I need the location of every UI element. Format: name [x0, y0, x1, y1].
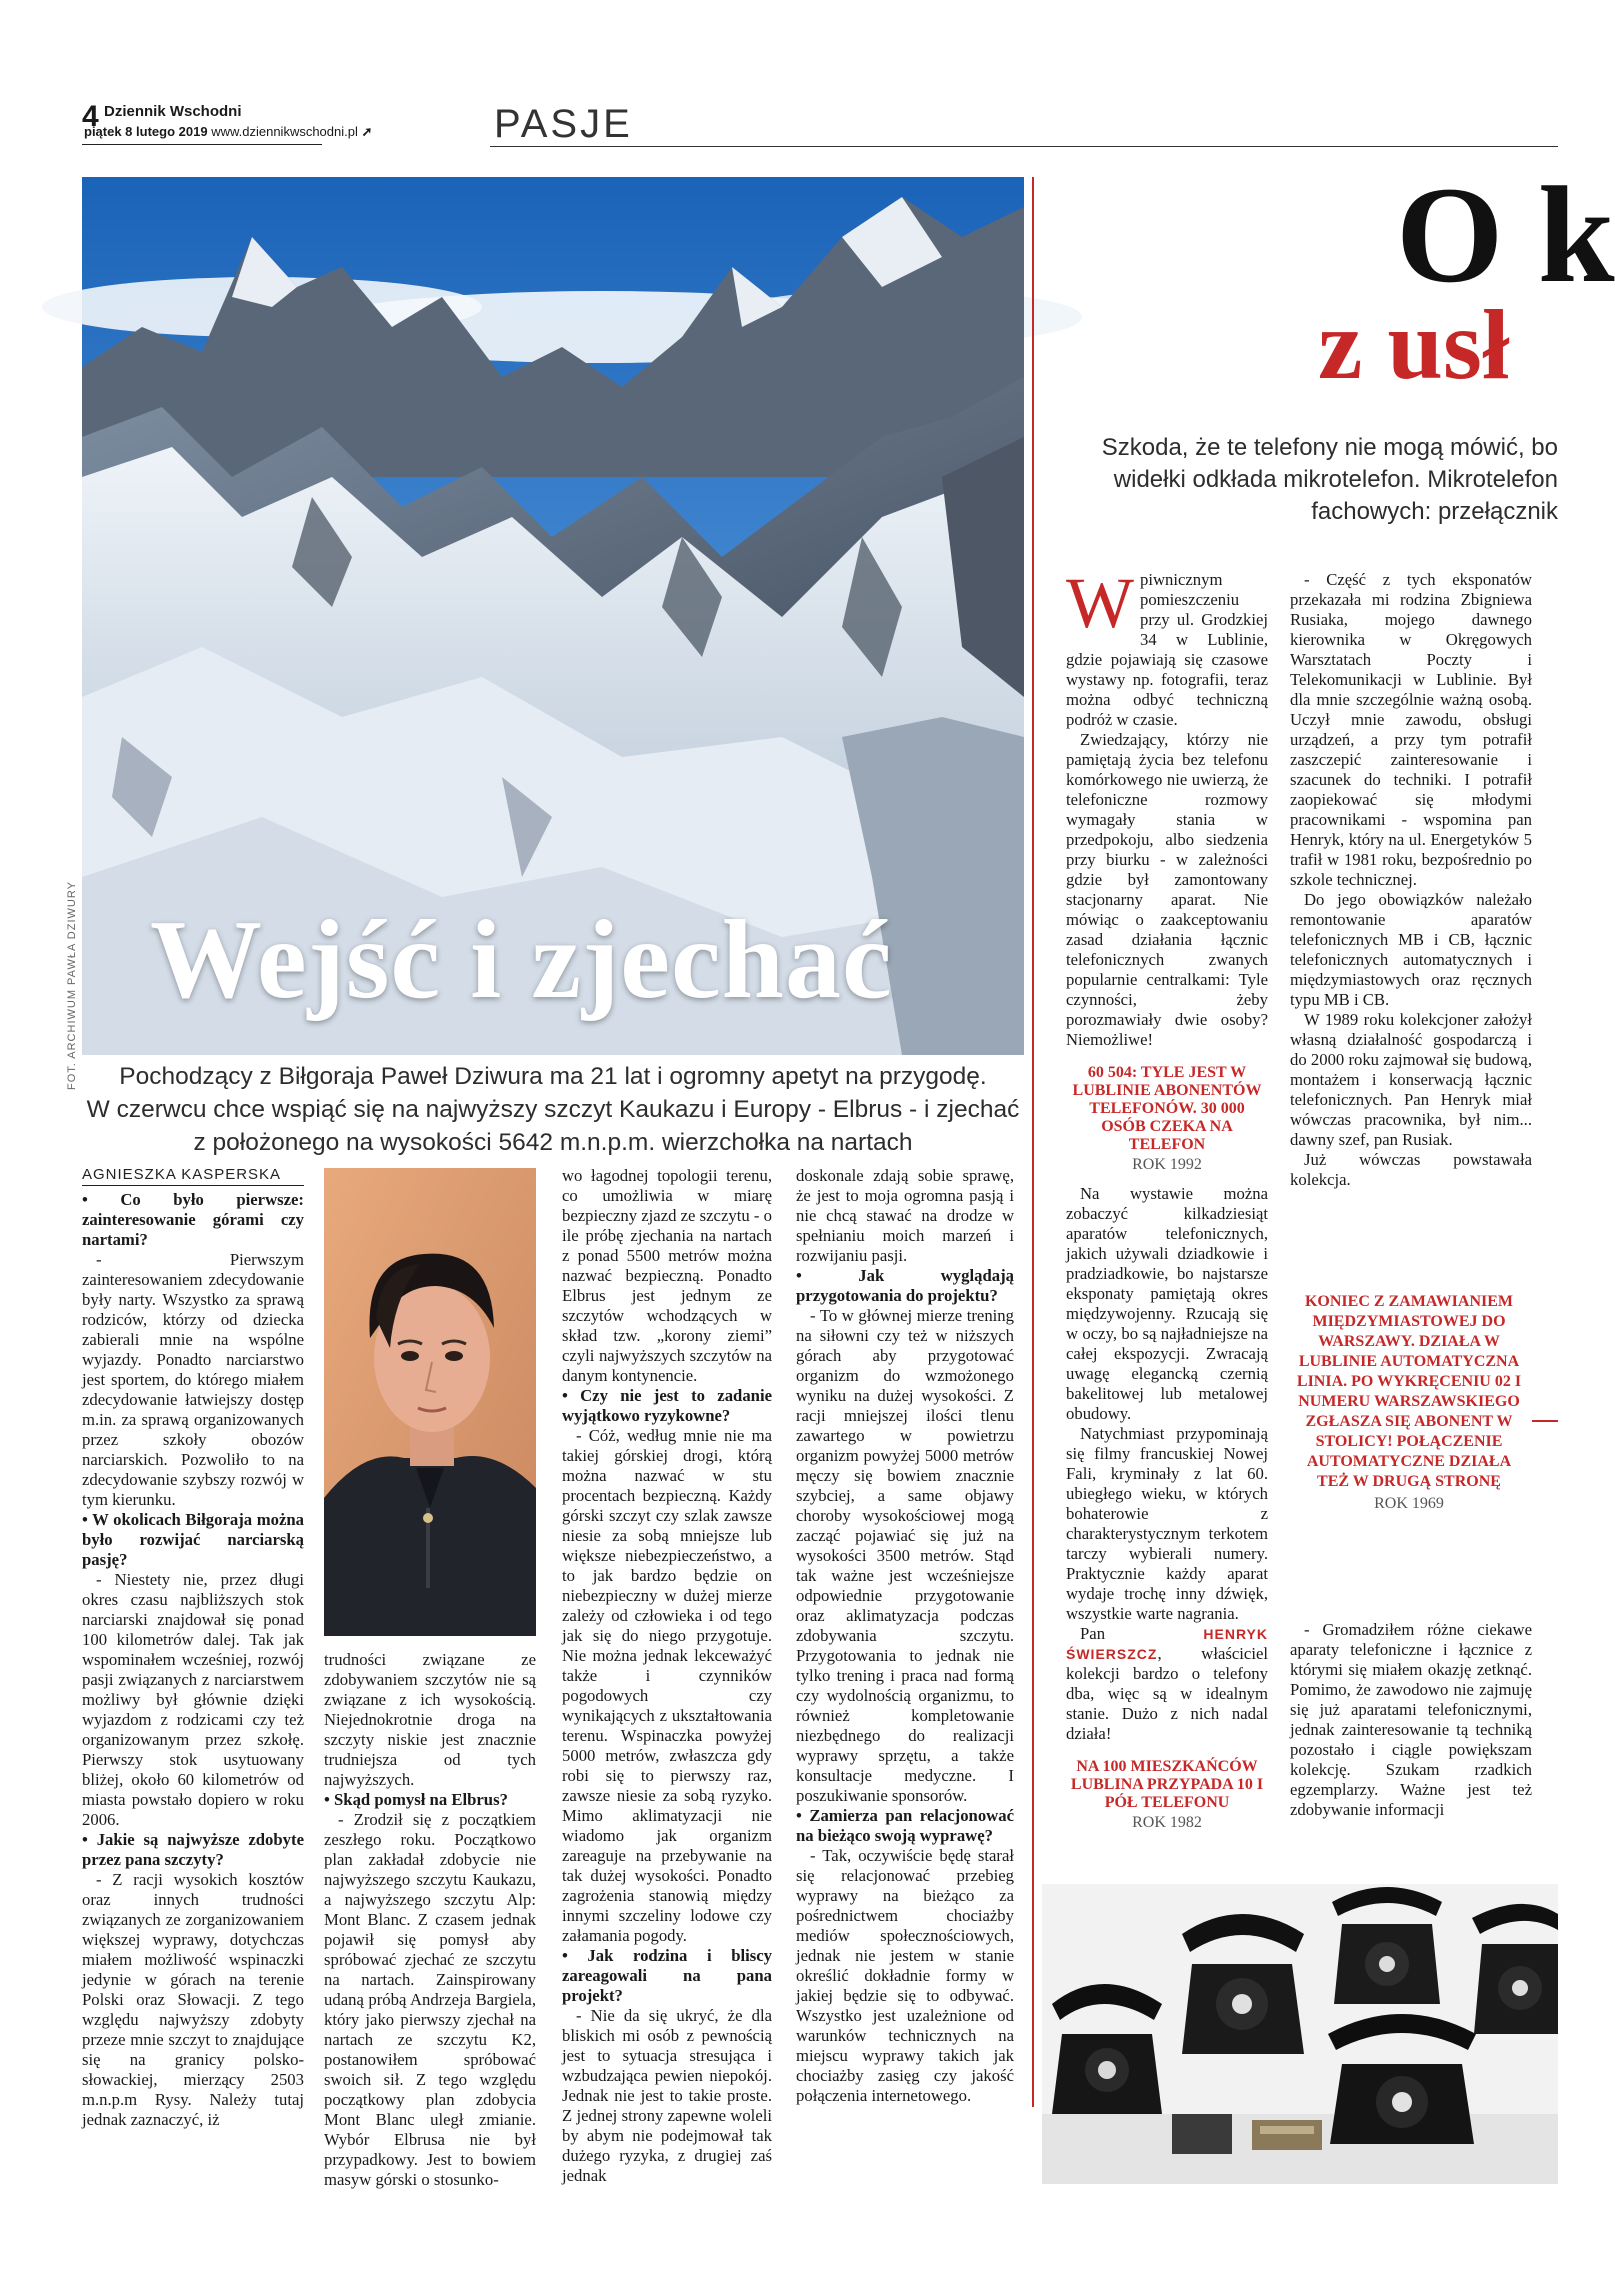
- question: • Skąd pomysł na Elbrus?: [324, 1790, 508, 1809]
- right-column-a: [1066, 563, 1268, 1842]
- telephone-icon: [1052, 1984, 1162, 2114]
- pull-quote-3-text: KONIEC Z ZAMAWIANIEM MIĘDZYMIASTOWEJ DO WARSZAWY. DZIAŁA W LUBLINIE AUTOMATYCZNA LINIA. PO WYKRĘCENIU 02 I NUMERU WARSZAWSKIEGO ZGŁASZA SIĘ ABONENT W STOLICY! POŁĄCZENIE AUTOMATYCZNE DZIAŁA TEŻ W DRUGĄ STRONĘ: [1296, 1293, 1522, 1490]
- pull-quote-3: [1290, 1292, 1528, 1514]
- paragraph-collector-post: , właściciel kolekcji bardzo o telefony dba, więc są w idealnym stanie. Dużo z nich nadal działa!: [1066, 1644, 1268, 1743]
- cursor-icon: ➚: [361, 124, 373, 139]
- paragraph: Na wystawie można zobaczyć kilkadziesiąt aparatów telefonicznych, jakich używali dziadkowie i pradziadkowie, bo najstarsze eksponaty pamiętają okres międzywojenny. Rzucają się w oczy, bo są najładniejsze na całej ekspozycji. Zwracają uwagę elegancką czernią bakelitowej lub metalowej obudowy.: [1066, 1184, 1268, 1423]
- question: • Jakie są najwyższe zdobyte przez pana szczyty?: [82, 1830, 304, 1869]
- telephone-icon: [1182, 1914, 1304, 2054]
- article-column-2: [324, 1650, 536, 2190]
- question: • Jak wyglądają przygotowania do projektu?: [796, 1266, 1014, 1305]
- question: • Jak rodzina i bliscy zareagowali na pana projekt?: [562, 1946, 772, 2005]
- right-lead-line-1: Szkoda, że te telefony nie mogą mówić, bo: [1101, 434, 1558, 461]
- telephones-illustration: [1042, 1884, 1558, 2184]
- portrait-photo: [324, 1168, 536, 1636]
- paragraph: Zwiedzający, którzy nie pamiętają życia bez telefonu komórkowego nie uwierzą, że telefoniczne rozmowy wymagały stania w przedpokoju, albo siedzenia przy biurku - w zależności gdzie był zamontowany stacjonarny aparat. Nie mówiąc o zaakceptowaniu zasad działania łącznic telefonicznych zwanych popularnie centralkami: Tyle czynności, żeby porozmawiały dwie osoby? Niemożliwe!: [1066, 730, 1268, 1049]
- answer: - Pierwszym zainteresowaniem zdecydowanie były narty. Wszystko za sprawą rodziców, którzy od dziecka zabierali mnie na wspólne wyjazdy. Ponadto narciarstwo jest sportem, do którego miałem zdecydowanie łatwiejszy dostęp m.in. za sprawą organizowanych przez szkoły obozów narciarskich. Pozwoliło to na zdecydowanie szybszy rozwój w tym kierunku.: [82, 1250, 304, 1509]
- site-url: www.dziennikwschodni.pl: [211, 124, 358, 139]
- section-title: PASJE: [494, 102, 633, 146]
- paragraph: Natychmiast przypominają się filmy francuskiej Nowej Fali, kryminały z lat 60. ubiegłego wieku, w których bohaterowie z charakterystycznym terkotem tarczy wybierali numery. Praktycznie każdy aparat wydaje trochę inny dźwięk, wszystkie warte nagrania.: [1066, 1424, 1268, 1623]
- answer: trudności związane ze zdobywaniem szczytów nie są związane z ich wysokością. Niejednokrotnie droga na szczyty niskie jest znacznie trudniejsza od tych najwyższych.: [324, 1650, 536, 1789]
- answer: - Niestety nie, przez długi okres czasu najbliższych stok narciarski znajdował się ponad 100 kilometrów dalej. Tak jak wspominałem wcześniej, rozwój pasji związanych z narciarstwem możliwy był głównie dzięki wyjazdom z rodzicami czy też organizowanym przez szkołę. Pierwszy stok usytuowany bliżej, około 60 kilometrów od miasta powstało dopiero w roku 2006.: [82, 1570, 304, 1829]
- paragraph: Już wówczas powstawała kolekcja.: [1290, 1150, 1532, 1189]
- main-lead: [82, 1060, 1024, 1159]
- question: • W okolicach Biłgoraja można było rozwijać narciarską pasję?: [82, 1510, 304, 1569]
- paragraph: - Gromadziłem różne ciekawe aparaty telefoniczne i łącznice z którymi się miałem okazję zetknąć. Pomimo, że zawodowo nie zajmuję się już aparatami telefonicznymi, jednak zainteresowanie tą techniką pozostało i ciągle powiększam kolekcję. Szukam rzadkich egzemplarzy. Ważne jest też zdobywanie informacji: [1290, 1620, 1532, 1819]
- answer: - To w głównej mierze trening na siłowni czy też w niższych górach aby przygotować organizm do wzmożonego wyniku na dużej wysokości. Z racji mniejszej ilości tlenu zawartego w powietrzu organizm powyżej 5000 metrów męczy się bowiem znacznie szybciej, a same objawy choroby wysokościowej mogą zacząć pojawiać się już na wysokości 3500 metrów. Stąd tak ważne jest wcześniejsze odpowiednie przygotowanie oraz aklimatyzacja podczas zdobywania szczytu. Przygotowania to jednak nie tylko trening i praca nad formą czy wydolnością organizmu, to również kompletowanie niezbędnego do realizacji wyprawy sprzętu, a także konsultacje medyczne. I poszukiwanie sponsorów.: [796, 1306, 1014, 1805]
- header-divider: [82, 144, 322, 145]
- paragraph: W 1989 roku kolekcjoner założył własną działalność gospodarczą i do 2000 roku zajmował się budową, montażem i konserwacją łącznic telefonicznych. Pan Henryk miał wówczas pracownika, był nim... dawny szef, pan Rusiak.: [1290, 1010, 1532, 1149]
- answer: - Tak, oczywiście będę starał się relacjonować przebieg wyprawy na bieżąco za pośrednictwem chociażby mediów społecznościowych, jednak nie jestem w stanie określić dokładnie formy w jakiej będzie się to odbywać. Wszystko jest uzależnione od warunków technicznych na miejscu wyprawy takich jak chociażby zasięg czy jakość połączenia internetowego.: [796, 1846, 1014, 2105]
- right-column-b-continued: [1290, 1620, 1532, 1820]
- paragraph: - Część z tych eksponatów przekazała mi rodzina Zbigniewa Rusiaka, mojego dawnego kierownika w Okręgowych Warsztatach Poczty i Telekomunikacji w Lublinie. Był dla mnie szczególnie ważną osobą. Uczył mnie zawodu, obsługi urządzeń, a przy tym potrafił zaszczepić zainteresowanie i szacunek do techniki. I potrafił zaopiekować się młodymi pracownikami - wspomina pan Henryk, który na ul. Energetyków 5 trafił w 1981 roku, bezpośrednio po szkole technicznej.: [1290, 570, 1532, 889]
- right-lead-line-2: widełki odkłada mikrotelefon. Mikrotelefon: [1113, 466, 1558, 493]
- right-headline-line-2: z usł: [1318, 289, 1510, 400]
- answer: - Nie da się ukryć, że dla bliskich mi osób z pewnością jest to sytuacja stresująca i wzbudzająca pewien niepokój. Jednak nie jest to takie proste. Z jednej strony zapewne woleli by abym nie podejmował tak dużego ryzyka, z drugiej zaś jednak: [562, 2006, 772, 2185]
- telephones-photo: [1042, 1884, 1558, 2184]
- right-headline-line-1: O k: [1396, 158, 1615, 311]
- answer: doskonale zdają sobie sprawę, że jest to moja ogromna pasją i nie chcą stawać na drodze w spełnianiu moich marzeń i rozwijaniu pasji.: [796, 1166, 1014, 1265]
- answer: - Z racji wysokich kosztów oraz innych trudności związanych ze zorganizowaniem większej wyprawy, dotychczas miałem możliwość wspinaczki jedynie w górach na terenie Polski oraz Słowacji. Z tego względu najwyższy zdobyty przeze mnie szczyt to znajdujące się na granicy polsko-słowackiej, mierzący 2503 m.n.p.m Rysy. Należy tutaj jednak zaznaczyć, iż: [82, 1870, 304, 2129]
- question: • Czy nie jest to zadanie wyjątkowo ryzykowne?: [562, 1386, 772, 1425]
- pull-quote-1: [1066, 1064, 1268, 1174]
- main-lead-line-1: Pochodzący z Biłgoraja Paweł Dziwura ma 21 lat i ogromny apetyt na przygodę.: [119, 1063, 987, 1090]
- right-lead-line-3: fachowych: przełącznik: [1311, 498, 1558, 525]
- collector-name: HENRYK ŚWIERSZCZ: [1066, 1626, 1268, 1662]
- article-column-4: [796, 1166, 1014, 2106]
- paragraph: Do jego obowiązków należało remontowanie aparatów telefonicznych MB i CB, łącznic telefonicznych automatycznych i międzymiastowych oraz ręcznych typu MB i CB.: [1290, 890, 1532, 1009]
- column-rule-red: [1032, 177, 1034, 2107]
- pull-quote-2: [1066, 1758, 1268, 1832]
- main-headline: Wejść i zjechać: [150, 898, 893, 1022]
- pull-quote-1-year: ROK 1992: [1132, 1156, 1202, 1173]
- drop-cap: W: [1066, 563, 1134, 643]
- pull-quote-2-year: ROK 1982: [1132, 1814, 1202, 1831]
- portrait-illustration: [324, 1168, 536, 1636]
- main-lead-line-3: z położonego na wysokości 5642 m.n.p.m. wierzchołka na nartach: [193, 1129, 913, 1156]
- photo-credit: FOT. ARCHIWUM PAWŁA DZIWURY: [66, 881, 78, 1090]
- article-column-3: [562, 1166, 772, 2186]
- question: • Co było pierwsze: zainteresowanie górami czy nartami?: [82, 1190, 304, 1249]
- brand-name: Dziennik Wschodni: [104, 103, 242, 120]
- answer: wo łagodnej topologii terenu, co umożliwia w miarę bezpieczny zjazd ze szczytu - o ile próbę zjechania na nartach z ponad 5500 metrów można nazwać bezpieczną. Ponadto Elbrus jest jednym ze szczytów wchodzących w skład tzw. „korony ziemi” czyli najwyższych szczytów na danym kontynencie.: [562, 1166, 772, 1385]
- right-lead: [1038, 432, 1558, 528]
- answer: - Cóż, według mnie nie ma takiej górskiej drogi, którą można nazwać w stu procentach bezpieczną. Każdy górski szczyt czy szlak zawsze niesie za sobą mniejsze lub większe niebezpieczeństwo, a to jak bardzo będzie on niebezpieczny w dużej mierze zależy od człowieka i od tego jak się do niego przygotuje. Nie można jednak lekceważyć także i czynników pogodowych czy wynikających z ukształtowania terenu. Wspinaczka powyżej 5000 metrów, zwłaszcza gdy robi się to pierwszy raz, zawsze niesie za sobą ryzyko. Mimo aklimatyzacji nie wiadomo jak organizm zareaguje na przebywanie na tak dużej wysokości. Ponadto zagrożenia stanowią między innymi szczeliny lodowe czy załamania pogody.: [562, 1426, 772, 1945]
- paragraph-collector-pre: Pan: [1080, 1624, 1106, 1643]
- answer: - Zrodził się z początkiem zeszłego roku. Początkowo plan zakładał zdobycie nie najwyższego szczytu Kaukazu, a najwyższego szczytu Alp: Mont Blanc. Z czasem jednak pojawił się pomysł aby spróbować zjechać ze szczytu na nartach. Zainspirowany udaną próbą Andrzeja Bargiela, który jako pierwszy zjechał na nartach ze szczytu K2, postanowiłem spróbować swoich sił. Z tego względu początkowy plan zdobycia Mont Blanc uległ zmianie. Wybór Elbrusa nie był przypadkowy. Jest to bowiem masyw górski o stosunko-: [324, 1810, 536, 2189]
- pull-quote-3-year: ROK 1969: [1374, 1495, 1444, 1512]
- question: • Zamierza pan relacjonować na bieżąco swoją wyprawę?: [796, 1806, 1014, 1845]
- pull-quote-3-rule: [1532, 1420, 1558, 1422]
- issue-date: [84, 124, 372, 140]
- pull-quote-1-text: 60 504: TYLE JEST W LUBLINIE ABONENTÓW TELEFONÓW. 30 000 OSÓB CZEKA NA TELEFON: [1072, 1064, 1262, 1153]
- right-column-b: [1290, 570, 1532, 1190]
- first-paragraph: [1066, 563, 1268, 730]
- main-lead-line-2: W czerwcu chce wspiąć się na najwyższy szczyt Kaukazu i Europy - Elbrus - i zjechać: [86, 1096, 1020, 1123]
- first-paragraph-text: piwnicznym pomieszczeniu przy ul. Grodzkiej 34 w Lublinie, gdzie pojawiają się czasowe wystawy np. fotografii, teraz można odbyć techniczną podróż w czasie.: [1066, 570, 1268, 729]
- issue-date-text: piątek 8 lutego 2019: [84, 124, 208, 139]
- pull-quote-2-text: NA 100 MIESZKAŃCÓW LUBLINA PRZYPADA 10 I PÓŁ TELEFONU: [1070, 1758, 1264, 1811]
- section-divider: [490, 146, 1558, 147]
- byline: AGNIESZKA KASPERSKA: [82, 1166, 304, 1186]
- paragraph-collector: [1066, 1624, 1268, 1744]
- article-column-1: [82, 1166, 304, 2130]
- page-number: 4: [82, 100, 99, 133]
